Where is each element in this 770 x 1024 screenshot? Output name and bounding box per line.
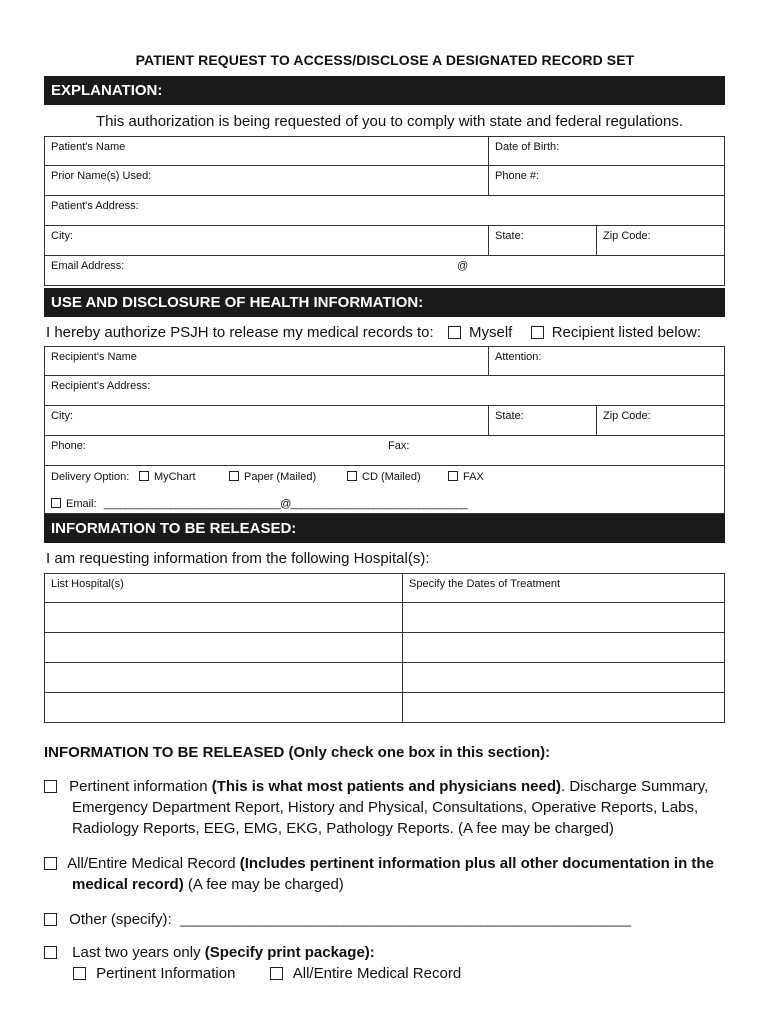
myself-checkbox[interactable]: [448, 326, 461, 339]
phone-label: Phone #:: [495, 170, 540, 182]
fax-option-label: FAX: [463, 471, 484, 483]
email-option-label: Email:: [66, 498, 97, 510]
use-disclosure-header: USE AND DISCLOSURE OF HEALTH INFORMATION:: [44, 288, 725, 317]
dates-cell[interactable]: [402, 603, 724, 632]
recipient-row-name: [44, 346, 725, 376]
recipient-row-city: [44, 406, 725, 436]
patient-row-name: [44, 136, 725, 166]
delivery-paper[interactable]: [229, 471, 316, 483]
sub-all-checkbox[interactable]: [270, 967, 283, 980]
recipient-below-label: Recipient listed below:: [551, 324, 701, 341]
patient-email-label: Email Address:: [51, 260, 125, 272]
patient-row-prior: [44, 166, 725, 196]
authorize-line: [46, 324, 701, 341]
sub-pertinent-label: Pertinent Information: [96, 965, 236, 982]
dob-label: Date of Birth:: [495, 141, 560, 153]
pertinent-checkbox[interactable]: [44, 780, 57, 793]
col-hospitals: List Hospital(s): [51, 578, 124, 590]
delivery-fax[interactable]: [448, 471, 484, 483]
recipient-address-label: Recipient's Address:: [51, 380, 151, 392]
delivery-cd[interactable]: [347, 471, 421, 483]
sub-pertinent-checkbox[interactable]: [73, 967, 86, 980]
hospital-table-header: [44, 573, 725, 603]
delivery-row: [44, 466, 725, 514]
cd-checkbox[interactable]: [347, 471, 357, 481]
release-heading: INFORMATION TO BE RELEASED (Only check one box in this section):: [44, 744, 551, 761]
email-line[interactable]: ________________________________@________________________________: [103, 498, 468, 510]
myself-label: Myself: [469, 324, 513, 341]
patient-zip-field[interactable]: [596, 226, 724, 255]
recipient-address-field[interactable]: [45, 376, 724, 405]
release-option-two-years: [44, 942, 461, 984]
email-checkbox[interactable]: [51, 498, 61, 508]
patient-row-email: [44, 256, 725, 286]
patient-state-field[interactable]: [488, 226, 596, 255]
table-row: [44, 633, 725, 663]
recipient-row-address: [44, 376, 725, 406]
patient-email-at: @: [457, 260, 469, 272]
patient-zip-label: Zip Code:: [603, 230, 651, 242]
patient-address-label: Patient's Address:: [51, 200, 139, 212]
pertinent-text-a: Pertinent information: [69, 778, 212, 795]
phone-field[interactable]: [488, 166, 724, 195]
pertinent-line3: Radiology Reports, EEG, EMG, EKG, Pathology Reports. (A fee may be charged): [72, 820, 614, 837]
col-dates: Specify the Dates of Treatment: [409, 578, 561, 590]
release-option-other: [44, 909, 630, 930]
recipient-name-field[interactable]: [45, 347, 488, 375]
cd-label: CD (Mailed): [362, 471, 421, 483]
recipient-zip-field[interactable]: [596, 406, 724, 435]
two-years-text-b: (Specify print package):: [204, 944, 375, 961]
other-specify-line[interactable]: _____________________________________________________________________: [179, 912, 631, 927]
hospital-cell[interactable]: [45, 603, 402, 632]
authorize-text: I hereby authorize PSJH to release my medical records to:: [46, 324, 434, 341]
attention-label: Attention:: [495, 351, 542, 363]
patient-email-field[interactable]: [45, 256, 724, 285]
release-option-all: [44, 853, 714, 895]
all-line2-c: (A fee may be charged): [183, 876, 344, 893]
recipient-phone-label: Phone:: [51, 440, 86, 452]
release-option-pertinent: [44, 776, 708, 839]
patient-city-label: City:: [51, 230, 73, 242]
patient-name-field[interactable]: [45, 137, 488, 165]
mychart-checkbox[interactable]: [139, 471, 149, 481]
patient-row-address: [44, 196, 725, 226]
sub-all-label: All/Entire Medical Record: [292, 965, 462, 982]
other-label: Other (specify):: [69, 911, 172, 928]
pertinent-text-c: . Discharge Summary,: [560, 778, 709, 795]
patient-state-label: State:: [495, 230, 524, 242]
delivery-options: [51, 471, 484, 483]
requesting-text: I am requesting information from the following Hospital(s):: [46, 550, 430, 567]
dates-cell[interactable]: [402, 633, 724, 662]
explanation-text: This authorization is being requested of you to comply with state and federal regulations.: [96, 113, 684, 130]
prior-name-label: Prior Name(s) Used:: [51, 170, 152, 182]
all-line2-b: medical record): [72, 876, 184, 893]
mychart-label: MyChart: [154, 471, 196, 483]
table-row: [44, 603, 725, 633]
recipient-phone-fax-field[interactable]: [45, 436, 724, 465]
recipient-name-label: Recipient's Name: [51, 351, 137, 363]
pertinent-text-b: (This is what most patients and physicians need): [211, 778, 561, 795]
hospital-cell[interactable]: [45, 633, 402, 662]
recipient-row-phone: [44, 436, 725, 466]
explanation-header: EXPLANATION:: [44, 76, 725, 105]
hospital-cell[interactable]: [45, 663, 402, 692]
hospital-cell[interactable]: [45, 693, 402, 722]
recipient-state-field[interactable]: [488, 406, 596, 435]
recipient-fax-label: Fax:: [388, 440, 410, 452]
all-text-b: (Includes pertinent information plus all other documentation in the: [239, 855, 714, 872]
two-years-text-a: Last two years only: [72, 944, 205, 961]
recipient-zip-label: Zip Code:: [603, 410, 651, 422]
paper-checkbox[interactable]: [229, 471, 239, 481]
form-title: PATIENT REQUEST TO ACCESS/DISCLOSE A DESIGNATED RECORD SET: [135, 52, 635, 68]
fax-checkbox[interactable]: [448, 471, 458, 481]
table-row: [44, 693, 725, 723]
prior-name-field[interactable]: [45, 166, 488, 195]
two-years-checkbox[interactable]: [44, 946, 57, 959]
recipient-city-label: City:: [51, 410, 73, 422]
dob-field[interactable]: [488, 137, 724, 165]
patient-address-field[interactable]: [45, 196, 724, 225]
table-row: [44, 663, 725, 693]
delivery-label: Delivery Option:: [51, 471, 130, 483]
pertinent-line2: Emergency Department Report, History and Physical, Consultations, Operative Reports, Labs,: [72, 799, 699, 816]
patient-row-city: [44, 226, 725, 256]
recipient-below-checkbox[interactable]: [531, 326, 544, 339]
dates-cell[interactable]: [402, 693, 724, 722]
all-record-checkbox[interactable]: [44, 857, 57, 870]
dates-cell[interactable]: [402, 663, 724, 692]
other-checkbox[interactable]: [44, 913, 57, 926]
recipient-state-label: State:: [495, 410, 524, 422]
patient-city-field[interactable]: [45, 226, 488, 255]
recipient-city-field[interactable]: [45, 406, 488, 435]
all-text-a: All/Entire Medical Record: [67, 855, 240, 872]
email-option: [51, 498, 467, 510]
info-header: INFORMATION TO BE RELEASED:: [44, 514, 725, 543]
paper-label: Paper (Mailed): [244, 471, 317, 483]
patient-name-label: Patient's Name: [51, 141, 126, 153]
attention-field[interactable]: [488, 347, 724, 375]
delivery-mychart[interactable]: [139, 471, 196, 483]
